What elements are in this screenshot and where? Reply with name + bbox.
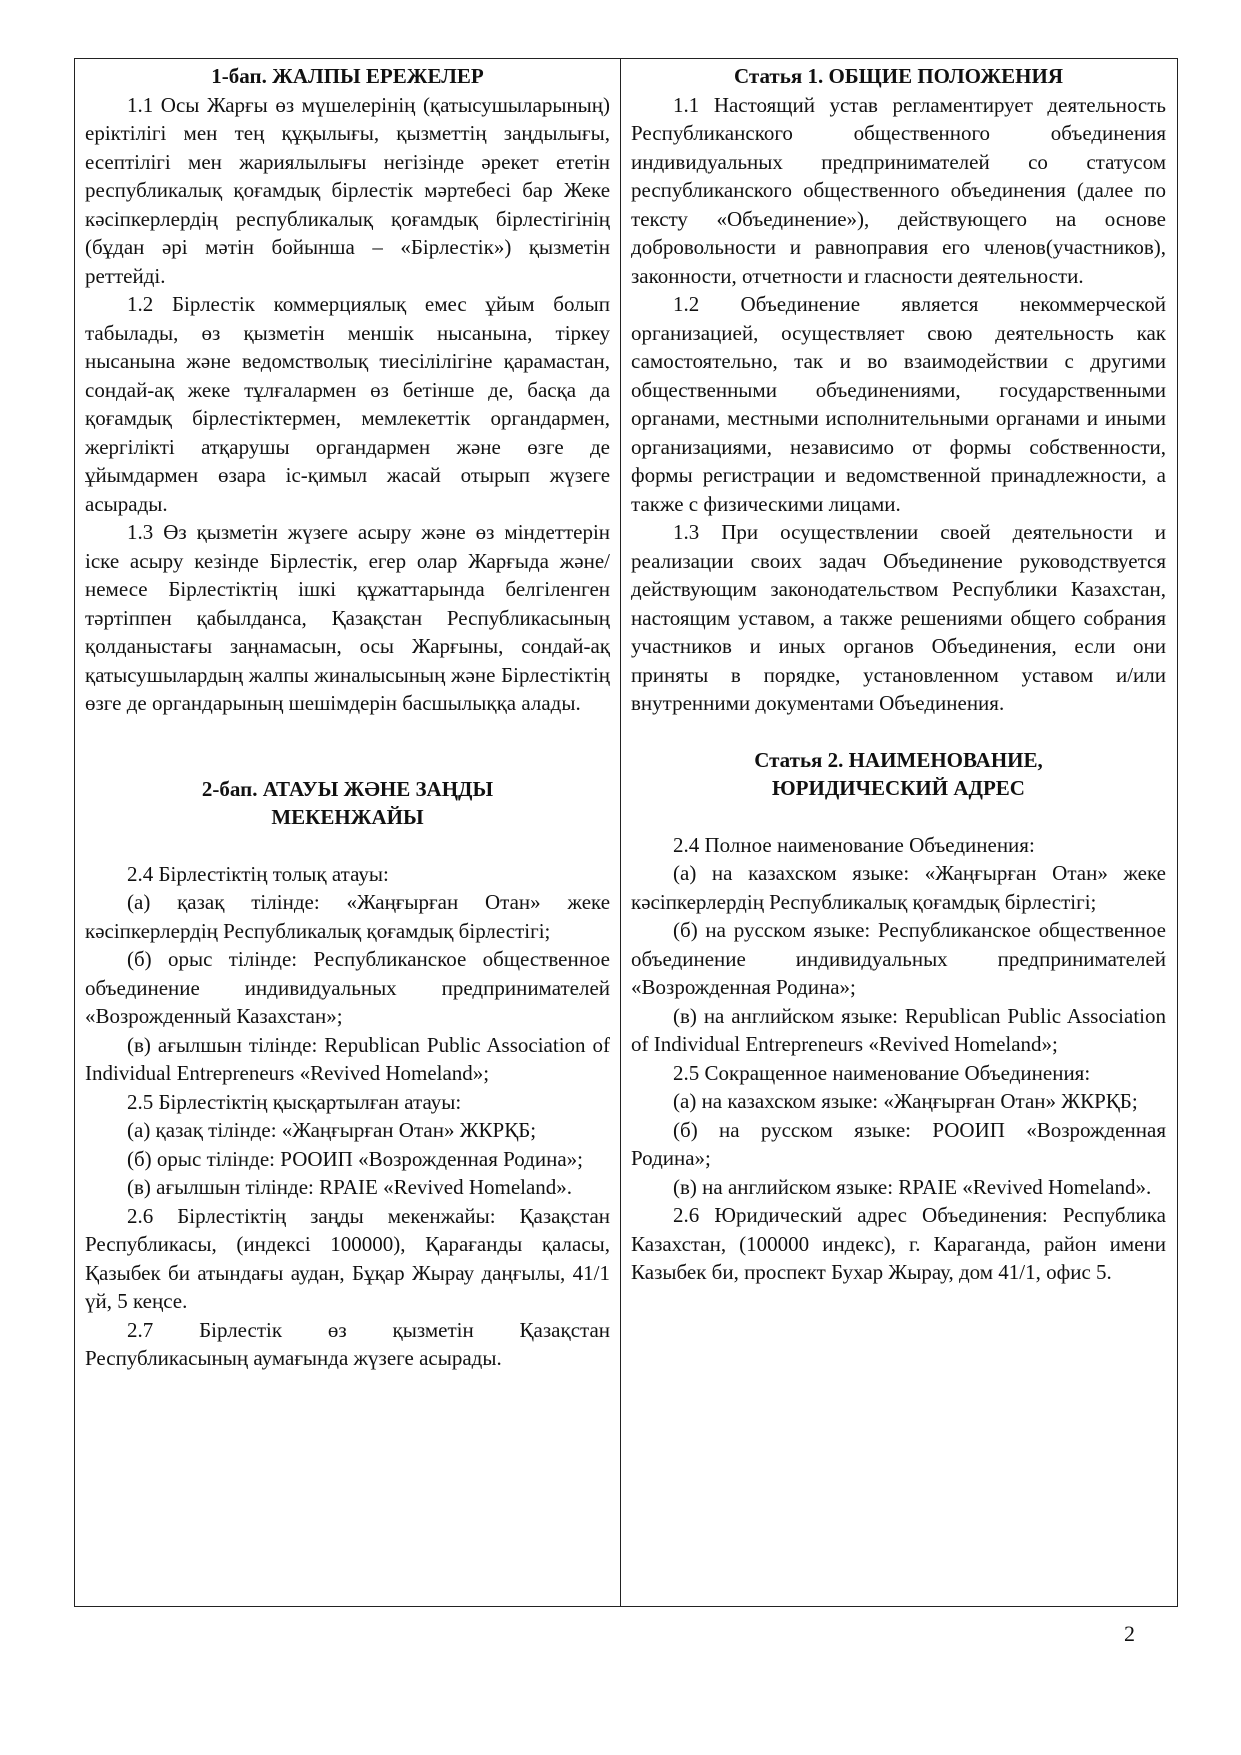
clause-2-6-kz: 2.6 Бірлестіктің заңды мекенжайы: Қазақстан Республикасы, (индексі 100000), Қарағанды қаласы, Қазыбек би атындағы аудан, Бұқар Жырау даңғылы, 41/1 үй, 5 кеңсе.	[85, 1203, 611, 1313]
clause-2-5c-kz: (в) ағылшын тілінде: RPAIE «Revived Homeland».	[127, 1175, 573, 1199]
clause-2-5-ru: 2.5 Сокращенное наименование Объединения:	[673, 1060, 1091, 1085]
page-number: 2	[1124, 1621, 1135, 1646]
clause-2-6-ru: 2.6 Юридический адрес Объединения: Республика Казахстан, (100000 индекс), г. Караганда, район имени Казыбек би, проспект Бухар Жырау, дом 41/1, офис 5.	[631, 1203, 1166, 1284]
chapter-2-title-line1-ru: Статья 2. НАИМЕНОВАНИЕ,	[754, 747, 1043, 772]
spacer	[85, 718, 610, 775]
clause-1-3-ru: 1.3 При осуществлении своей деятельности и реализации своих задач Объединение руководствуется действующим законодательством Республики Казахстан, настоящим уставом, а также решениями общего собрания участников и иных органов Объединения, если они приняты в порядке, установленном уставом и/или внутренними документами Объединения.	[631, 520, 1166, 715]
clause-2-4-ru: 2.4 Полное наименование Объединения:	[673, 832, 1035, 857]
clause-2-4a-ru: (а) на казахском языке: «Жаңғырған Отан» жеке кәсіпкерлердің Республикалық қоғамдық бірлестігі;	[631, 861, 1166, 914]
clause-2-4-kz: 2.4 Бірлестіктің толық атауы:	[127, 861, 389, 886]
kazakh-column	[75, 59, 621, 1606]
clause-1-2-kz: 1.2 Бірлестік коммерциялық емес ұйым болып табылады, өз қызметін меншік нысанына, тіркеу нысанына және ведомстволық тиесілілігіне қарамастан, сондай-ақ жеке тұлғалармен өз бетінше де, басқа да қоғамдық бірлестіктермен, мемлекеттік органдармен, жергілікті атқарушы органдармен және өзге де ұйымдармен өзара іс-қимыл жасай отырып жүзеге асырады.	[85, 292, 611, 516]
chapter-2-title-line2-kz: МЕКЕНЖАЙЫ	[271, 805, 424, 829]
clause-2-4b-kz: (б) орыс тілінде: Республиканское общественное объединение индивидуальных предпринимателей «Возрожденный Казахстан»;	[85, 947, 611, 1028]
clause-2-5c-ru: (в) на английском языке: RPAIE «Revived Homeland».	[673, 1174, 1152, 1199]
clause-2-4b-ru: (б) на русском языке: Республиканское общественное объединение индивидуальных предпринимателей «Возрожденная Родина»;	[631, 918, 1166, 999]
chapter-1-title-ru: Статья 1. ОБЩИЕ ПОЛОЖЕНИЯ	[734, 64, 1064, 88]
clause-2-5b-ru: (б) на русском языке: РООИП «Возрожденная Родина»;	[631, 1117, 1166, 1170]
chapter-2-title-line2-ru: ЮРИДИЧЕСКИЙ АДРЕС	[772, 776, 1025, 800]
spacer	[85, 832, 610, 860]
clause-1-2-ru: 1.2 Объединение является некоммерческой организацией, осуществляет свою деятельность как самостоятельно, так и во взаимодействии с другими общественными объединениями, государственными органами, местными исполнительными органами и иными организациями, независимо от формы собственности, формы регистрации и ведомственной принадлежности, а также с физическими лицами.	[631, 292, 1166, 516]
bilingual-table	[74, 58, 1178, 1607]
spacer	[631, 803, 1166, 831]
chapter-2-title-line1-kz: 2-бап. АТАУЫ ЖӘНЕ ЗАҢДЫ	[201, 776, 494, 801]
clause-2-5a-ru: (а) на казахском языке: «Жаңғырған Отан» ЖКРҚБ;	[673, 1089, 1138, 1113]
clause-1-1-ru: 1.1 Настоящий устав регламентирует деятельность Республиканского общественного объединения индивидуальных предпринимателей со статусом республиканского общественного объединения (далее по тексту «Объединение»), действующего на основе добровольности и равноправия его членов(участников), законности, отчетности и гласности деятельности.	[631, 92, 1166, 288]
clause-1-1-kz: 1.1 Осы Жарғы өз мүшелерінің (қатысушыларының) еріктілігі мен тең құқылығы, қызметтің заңдылығы, есептілігі мен жариялылығы негізінде әрекет ететін республикалық қоғамдық бірлестік мәртебесі бар Жеке кәсіпкерлердің республикалық қоғамдық бірлестігінің (бұдан әрі мәтін бойынша – «Бірлестік») қызметін реттейді.	[85, 92, 611, 288]
chapter-1-title-kz: 1-бап. ЖАЛПЫ ЕРЕЖЕЛЕР	[211, 64, 484, 88]
clause-2-5b-kz: (б) орыс тілінде: РООИП «Возрожденная Родина»;	[127, 1146, 583, 1171]
clause-2-4c-ru: (в) на английском языке: Republican Public Association of Individual Entrepreneurs «Revived Homeland»;	[631, 1003, 1166, 1056]
clause-2-7-kz: 2.7 Бірлестік өз қызметін Қазақстан Республикасының аумағында жүзеге асырады.	[85, 1317, 611, 1370]
clause-1-3-kz: 1.3 Өз қызметін жүзеге асыру және өз міндеттерін іске асыру кезінде Бірлестік, егер олар Жарғыда және/немесе Бірлестіктің ішкі құжаттарында белгіленген тәртіппен қабылданса, Қазақстан Республикасының қолданыстағы заңнамасын, осы Жарғыны, сондай-ақ қатысушылардың жалпы жиналысының және Бірлестіктің өзге де органдарының шешімдерін басшылыққа алады.	[85, 520, 611, 715]
clause-2-4c-kz: (в) ағылшын тілінде: Republican Public Association of Individual Entrepreneurs «Revived Homeland»;	[85, 1032, 611, 1085]
spacer	[631, 718, 1166, 746]
clause-2-5-kz: 2.5 Бірлестіктің қысқартылған атауы:	[127, 1089, 462, 1114]
russian-column	[621, 59, 1177, 1606]
clause-2-5a-kz: (а) қазақ тілінде: «Жаңғырған Отан» ЖКРҚБ;	[127, 1118, 537, 1142]
clause-2-4a-kz: (а) қазақ тілінде: «Жаңғырған Отан» жеке кәсіпкерлердің Республикалық қоғамдық бірлестігі;	[85, 890, 611, 943]
